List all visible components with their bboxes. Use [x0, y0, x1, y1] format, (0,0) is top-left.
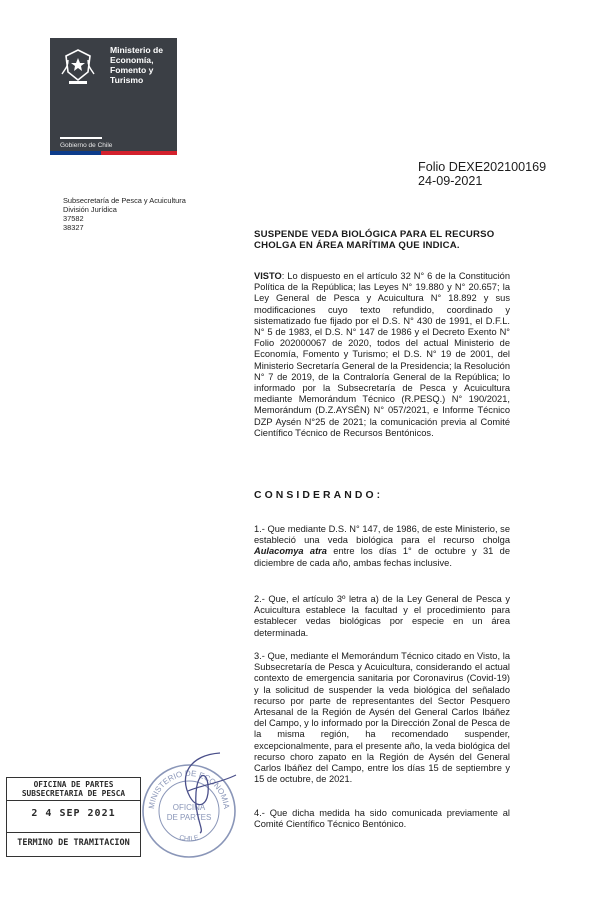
chile-coat-of-arms-icon	[60, 46, 96, 88]
seal-center-1: OFICINA	[172, 803, 206, 812]
ministry-name: Ministerio de Economía, Fomento y Turismo	[110, 45, 164, 85]
office-stamp	[6, 777, 141, 857]
considerando-paragraph-3: 3.- Que, mediante el Memorándum Técnico citado en Visto, la Subsecretaría de Pesca y Acuicultura, considerando el actual contexto de emergencia sanitaria por Coronavirus (Covid-19) y la solicitud de suspender la veda biológica del señalado recurso por parte de representantes del Sector Pesquero Artesanal de la Región de Aysén del General Carlos Ibáñez del Campo, y lo informado por la Dirección Zonal de Pesca de la misma región, ha recomendado suspender, excepcionalmente, para el presente año, la veda biológica del recurso choro zapato en la Región de Aysén del General Carlos Ibáñez del Campo, entre los días 15 de septiembre y 15 de octubre, de 2021.	[254, 651, 510, 785]
seal-top-text: MINISTERIO DE ECONOMIA	[146, 768, 231, 810]
seal-bottom-text: CHILE	[178, 834, 200, 844]
flag-color-bar	[50, 151, 177, 155]
stamp-header: OFICINA DE PARTES SUBSECRETARIA DE PESCA	[21, 780, 126, 798]
header-rule	[60, 137, 102, 139]
sender-block	[63, 196, 186, 232]
visto-text: : Lo dispuesto en el artículo 32 N° 6 de la Constitución Política de la República; las Leyes N° 19.880 y N° 20.657; la Ley General de Pesca y Acuicultura N° 18.892 y sus modificaciones cuyo texto refundido, coordinado y sistematizado fue fijado por el D.S. N° 430 de 1991, el D.F.L. N° 5 de 1983, el D.S. N° 147 de 1986 y el Decreto Exento N° Folio 202000067 de 2020, todos del actual Ministerio de Economía, Fomento y Turismo; el D.S. N° 19 de 2001, del Ministerio Secretaría General de la Presidencia; la Resolución N° 7 de 2019, de la Contraloría General de la República; lo informado por la Subsecretaría de Pesca y Acuicultura mediante Memorándum Técnico (R.PESQ.) N° 190/2021, Memorándum (D.Z.AYSÉN) N° 057/2021, e Informe Técnico DZP Aysén N°25 de 2021; la comunicación previa al Comité Científico Técnico de Recursos Bentónicos.	[254, 271, 510, 438]
stamp-divider	[7, 800, 140, 801]
visto-paragraph	[254, 271, 510, 439]
considerando-paragraph-2: 2.- Que, el artículo 3º letra a) de la Ley General de Pesca y Acuicultura establece la facultad y el procedimiento para establecer vedas biológicas por especie en un área determinada.	[254, 594, 510, 638]
stamp-divider	[7, 832, 140, 833]
seal-center-2: DE PARTES	[166, 813, 212, 822]
folio-date: 24-09-2021	[418, 174, 483, 188]
visto-label: VISTO	[254, 271, 282, 281]
government-label: Gobierno de Chile	[60, 142, 113, 149]
considerando-paragraph-4: 4.- Que dicha medida ha sido comunicada previamente al Comité Científico Técnico Bentónico.	[254, 808, 510, 830]
sender-line: División Jurídica	[63, 205, 117, 214]
considerando-paragraph-1: 1.- Que mediante D.S. N° 147, de 1986, de este Ministerio, se estableció una veda biológica para el recurso cholga Aulacomya atra entre los días 1° de octubre y 31 de diciembre de cada año, ambas fechas inclusive.	[254, 524, 511, 568]
folio-number: Folio DEXE202100169	[418, 160, 547, 174]
stamp-date: 2 4 SEP 2021	[31, 808, 116, 819]
ministry-header-block	[50, 38, 177, 155]
handwritten-signature	[150, 745, 260, 835]
sender-line: 38327	[63, 223, 84, 232]
species-name: Aulacomya atra	[254, 546, 327, 557]
sender-line: Subsecretaría de Pesca y Acuicultura	[63, 196, 186, 205]
sender-line: 37582	[63, 214, 84, 223]
resolution-title: SUSPENDE VEDA BIOLÓGICA PARA EL RECURSO CHOLGA EN ÁREA MARÍTIMA QUE INDICA.	[254, 229, 495, 252]
considerando-heading: CONSIDERANDO:	[254, 490, 384, 501]
folio-block	[418, 160, 546, 188]
stamp-footer: TERMINO DE TRAMITACION	[17, 838, 130, 848]
